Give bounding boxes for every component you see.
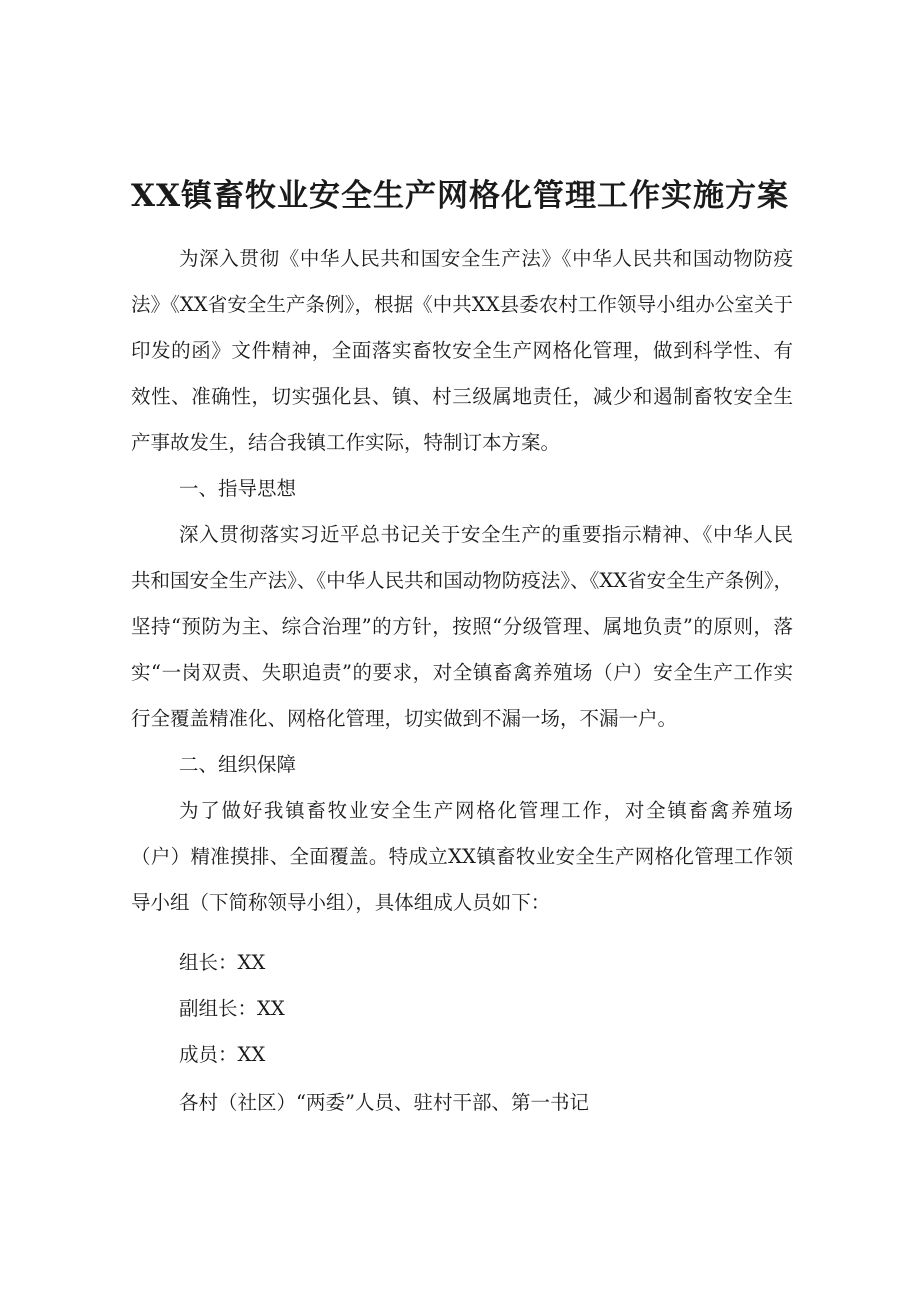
intro-paragraph: 为深入贯彻《中华人民共和国安全生产法》《中华人民共和国动物防疫法》《XX省安全生产条例》，根据《中共XX县委农村工作领导小组办公室关于印发的函》文件精神，全面落实畜牧安全生产网格化管理，做到科学性、有效性、准确性，切实强化县、镇、村三级属地责任，减少和遏制畜牧安全生产事故发生，结合我镇工作实际，特制订本方案。 (131, 247, 793, 454)
organization-paragraph: 为了做好我镇畜牧业安全生产网格化管理工作，对全镇畜禽养殖场（户）精准摸排、全面覆盖。特成立XX镇畜牧业安全生产网格化管理工作领导小组（下简称领导小组），具体组成人员如下： (131, 799, 793, 914)
member-village-staff: 各村（社区）“两委”人员、驻村干部、第一书记 (179, 1091, 589, 1114)
section-heading-guiding-ideology: 一、指导思想 (179, 477, 297, 500)
guiding-ideology-paragraph: 深入贯彻落实习近平总书记关于安全生产的重要指示精神、《中华人民共和国安全生产法》、《中华人民共和国动物防疫法》、《XX省安全生产条例》，坚持“预防为主、综合治理”的方针，按照“分级管理、属地负责”的原则，落实“一岗双责、失职追责”的要求，对全镇畜禽养殖场（户）安全生产工作实行全覆盖精准化、网格化管理，切实做到不漏一场，不漏一户。 (131, 523, 793, 730)
section-heading-organization: 二、组织保障 (179, 753, 297, 776)
member-deputy-leader: 副组长：XX (179, 997, 285, 1020)
member-leader: 组长：XX (179, 951, 266, 974)
document-title: XX镇畜牧业安全生产网格化管理工作实施方案 (130, 178, 790, 214)
member-members: 成员：XX (179, 1043, 266, 1066)
